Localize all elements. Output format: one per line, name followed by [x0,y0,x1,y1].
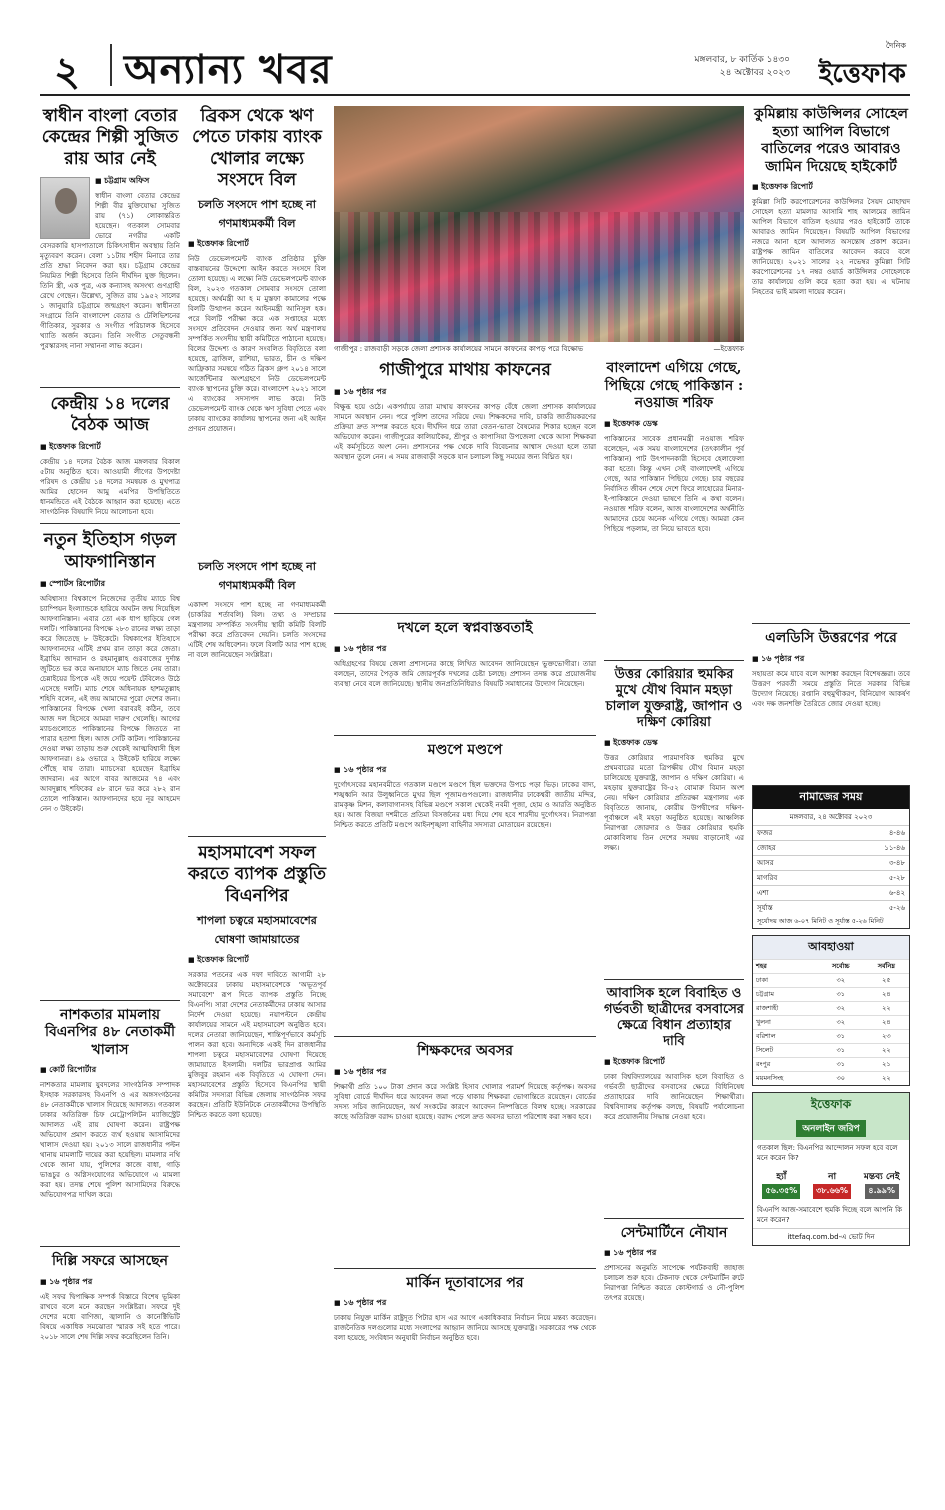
weather-cell: ২৪ [864,1015,909,1029]
byline: ■ ইত্তেফাক ডেস্ক [604,418,744,431]
section-title: অন্যান্য খবর [124,46,333,93]
weather-cell: ৩১ [818,1057,864,1071]
article-mandap [334,742,596,1031]
poll-option-value: ৪.৯৯% [865,1184,899,1199]
issue-date [695,54,790,80]
byline: ■ স্পোর্টস রিপোর্টার [40,578,180,591]
weather-cell: ২১ [864,1057,909,1071]
weather-row [753,1001,909,1015]
byline: ■ ১৬ পৃষ্ঠার পর [40,1276,180,1289]
weather-row [753,1043,909,1057]
weather-cell: ৩২ [818,1001,864,1015]
headline: উত্তর কোরিয়ার হুমকির মুখে যৌথ বিমান মহড়া চালাল যুক্তরাষ্ট্র, জাপান ও দক্ষিণ কোরিয়া [605,666,743,731]
byline: ■ ১৬ পৃষ্ঠার পর [334,1297,596,1310]
prayer-time: ৪-৪৬ [830,825,909,840]
column-2 [188,106,326,1510]
weather-cell: ২২ [864,1001,909,1015]
byline: ■ ইত্তেফাক রিপোর্ট [188,954,326,967]
poll-option-label: মন্তব্য নেই [863,1171,900,1182]
prayer-row [753,840,909,855]
prayer-date: মঙ্গলবার, ২৪ অক্টোবর ২০২৩ [789,812,873,821]
headline: ব্রিকস থেকে ঋণ পেতে ঢাকায় ব্যাংক খোলার লক্ষ্যে সংসদে বিল [192,106,322,190]
poll-option [762,1169,800,1199]
poll-option-value: ৫৬.৩৫% [762,1184,800,1199]
article-body: কেন্দ্রীয় ১৪ দলের বৈঠক আজ মঙ্গলবার বিকাল ৫টায় অনুষ্ঠিত হবে। আওয়ামী লীগের উপদেষ্টা পরিষদ ও কেন্দ্রীয় ১৪ দলের সমন্বয়ক ও মুখপাত্র আমির হোসেন আমু এমপির উপস্থিতিতে ধানমন্ডিতে এই বৈঠকে আহ্বান করা হয়েছে। এতে সাংগঠনিক বিষয়াদি নিয়ে আলোচনা হবে। [40,458,180,517]
article-body: বিক্ষুব্ধ হয়ে ওঠে। একপর্যায়ে তারা মাথায় কাফনের কাপড় বেঁধে জেলা প্রশাসক কার্যালয়ের সামনে অবস্থান নেন। পরে পুলিশ তাদের সরিয়ে দেয়। শিক্ষকদের দাবি, চাকরি জাতীয়করণের প্রক্রিয়া দ্রুত সম্পন্ন করতে হবে। দীর্ঘদিন ধরে তারা বেতন-ভাতা বৈষম্যের শিকার হচ্ছেন বলে অভিযোগ করেন। গাজীপুরের কালিয়াকৈর, শ্রীপুর ও কাপাসিয়া উপজেলা থেকে আসা শিক্ষকরা এই কর্মসূচিতে অংশ নেন। প্রশাসনের পক্ষ থেকে দাবি বিবেচনার আশ্বাস দেওয়া হলে তারা অবস্থান তুলে নেন। এ সময় রাজবাড়ী সড়কে যান চলাচল কিছু সময়ের জন্য বিঘ্নিত হয়। [334,403,596,462]
article-body: ঢাকায় নিযুক্ত মার্কিন রাষ্ট্রদূত পিটার হাস এর আগে একাধিকবার নির্বাচন নিয়ে মন্তব্য করেছেন। রাজনৈতিক দলগুলোর মধ্যে সংলাপের আহ্বান জানিয়ে আসছে যুক্তরাষ্ট্র। সরকারের পক্ষ থেকে বলা হয়েছে, সংবিধান অনুযায়ী নির্বাচন অনুষ্ঠিত হবে। [334,1314,596,1343]
byline: ■ ইত্তেফাক রিপোর্ট [752,181,910,194]
prayer-name: ফজর [753,825,830,840]
poll-header [753,1093,909,1140]
page-number: ২ [54,48,81,95]
middle-left [334,360,596,1373]
prayer-name: মাগরিব [753,870,830,885]
prayer-name: সূর্যাস্ত [753,900,830,915]
weather-cell: ৩২ [818,973,864,987]
byline: ■ ইত্তেফাক রিপোর্ট [604,1056,744,1069]
prayer-title: নামাজের সময় [753,786,909,809]
subheadline: শাপলা চত্বরে মহাসমাবেশের ঘোষণা জামায়াতের [197,913,317,946]
article-body: কুমিল্লা সিটি করপোরেশনের কাউন্সিলর সৈয়দ মোহাম্মদ সোহেল হত্যা মামলার আসামি শাহ আলমের জামিন আপিল বিভাগে বাতিল হওয়ার পরও হাইকোর্ট তাকে আবারও জামিন দিয়েছেন। বিষয়টি আপিল বিভাগের নজরে আনা হলে আদালত অসন্তোষ প্রকাশ করেন। রাষ্ট্রপক্ষ জামিন বাতিলের আবেদন করবে বলে জানিয়েছে। ২০২১ সালের ২২ নভেম্বর কুমিল্লা সিটি করপোরেশনের ১৭ নম্বর ওয়ার্ড কাউন্সিলর সোহেলকে তার কার্যালয়ে গুলি করে হত্যা করা হয়। এ ঘটনায় নিহতের ভাই মামলা দায়ের করেন। [752,198,910,296]
poll-title: অনলাইন জরিপ [796,1120,865,1137]
weather-box [752,935,910,1086]
weather-title: আবহাওয়া [753,936,909,959]
article-body: ঢাকা বিশ্ববিদ্যালয়ের আবাসিক হলে বিবাহিত ও গর্ভবতী ছাত্রীদের বসবাসের ক্ষেত্রে বিধিনিষেধ প্রত্যাহারের দাবি জানিয়েছেন শিক্ষার্থীরা। বিশ্ববিদ্যালয় কর্তৃপক্ষ বলছে, বিষয়টি পর্যালোচনা করে প্রয়োজনীয় সিদ্ধান্ত নেওয়া হবে। [604,1072,744,1121]
prayer-name: এশা [753,885,830,900]
article-saint-martin [604,1225,744,1354]
article-afghanistan [40,530,180,994]
article-body: সরকার পতনের এক দফা দাবিতে আগামী ২৮ অক্টোবরের ঢাকায় মহাসমাবেশকে 'অভূতপূর্ব সমাবেশে' রূপ দিতে ব্যাপক প্রস্তুতি নিচ্ছে বিএনপি। সারা দেশের নেতাকর্মীদের ঢাকায় আসার নির্দেশ দেওয়া হয়েছে। নয়াপল্টনে কেন্দ্রীয় কার্যালয়ের সামনে এই মহাসমাবেশ অনুষ্ঠিত হবে। দলের নেতারা জানিয়েছেন, শান্তিপূর্ণভাবে কর্মসূচি পালন করা হবে। অন্যদিকে একই দিন রাজধানীর শাপলা চত্বরে মহাসমাবেশের ঘোষণা দিয়েছে জামায়াতে ইসলামী। দলটির ভারপ্রাপ্ত আমির মুজিবুর রহমান এক বিবৃতিতে এ ঘোষণা দেন। মহাসমাবেশের প্রস্তুতি হিসেবে বিএনপির স্থায়ী কমিটির সদস্যরা বিভিন্ন জেলায় সাংগঠনিক সফর করছেন। প্রতিটি ইউনিটকে নেতাকর্মীদের উপস্থিতি নিশ্চিত করতে বলা হয়েছে। [188,970,326,1119]
article-korea-drill [604,667,744,973]
byline: ■ ১৬ পৃষ্ঠার পর [334,764,596,777]
masthead-divider [110,44,112,86]
masthead [40,34,910,96]
prayer-time: ৫-২৮ [830,870,909,885]
article-body: অধিগ্রহণের বিষয়ে জেলা প্রশাসনের কাছে লিখিত আবেদন জানিয়েছেন ভুক্তভোগীরা। তারা বলছেন, তাদের পৈতৃক জমি জোরপূর্বক দখলের চেষ্টা চলছে। প্রশাসন তদন্ত করে প্রয়োজনীয় ব্যবস্থা নেবে বলে জানিয়েছে। স্থানীয় জনপ্রতিনিধিরাও বিষয়টি সমাধানের উদ্যোগ নিয়েছেন। [334,659,596,688]
byline: ■ ইত্তেফাক রিপোর্ট [40,441,180,454]
subheadline: চলতি সংসদে পাশ হচ্ছে না গণমাধ্যমকর্মী বিল [198,198,316,230]
weather-cell: ৩০ [818,1071,864,1085]
article-body: সহায়তা কমে যাবে বলে আশঙ্কা করছেন বিশেষজ্ঞরা। তবে উত্তরণ পরবর্তী সময়ে প্রস্তুতি নিতে সরকার বিভিন্ন উদ্যোগ নিয়েছে। রপ্তানি বহুমুখীকরণ, বিনিয়োগ আকর্ষণ এবং দক্ষ জনশক্তি তৈরিতে জোর দেওয়া হচ্ছে। [752,669,910,708]
logo-name: ইত্তেফাক [818,59,906,89]
inline-subhead: চলতি সংসদে পাশ হচ্ছে না গণমাধ্যমকর্মী বিল [198,560,316,592]
headline: বাংলাদেশ এগিয়ে গেছে, পিছিয়ে গেছে পাকিস্তান : নওয়াজ শরিফ [604,360,744,411]
article-land [334,620,596,729]
weather-row [753,987,909,1001]
online-poll-box [752,1092,910,1246]
lead-photo [334,106,744,342]
poll-option [813,1169,851,1199]
byline: ■ ইত্তেফাক ডেস্ক [604,737,744,750]
prayer-row [753,870,909,885]
weather-row [753,1015,909,1029]
weather-cell: রংপুর [753,1057,818,1071]
poll-option [864,1169,900,1199]
weather-row [753,1057,909,1071]
article-gazipur [334,360,596,607]
prayer-time: ৫-২৬ [830,900,909,915]
weather-header: শহর [753,959,818,973]
weather-cell: চট্টগ্রাম [753,987,818,1001]
byline: ■ ১৬ পৃষ্ঠার পর [604,1247,744,1260]
weather-cell: ২২ [864,1043,909,1057]
headline: নতুন ইতিহাস গড়ল আফগানিস্তান [43,530,177,572]
weather-cell: ২২ [864,1071,909,1085]
weather-header: সর্বনিম্ন [864,959,909,973]
weather-row [753,1071,909,1085]
article-bnp-rally [188,843,326,1510]
headline: কেন্দ্রীয় ১৪ দলের বৈঠক আজ [50,393,170,435]
weather-cell: ৩১ [818,1043,864,1057]
weather-cell: বরিশাল [753,1029,818,1043]
prayer-name: আসর [753,855,830,870]
poll-brand: ইত্তেফাক [810,1096,852,1111]
byline: ■ ১৬ পৃষ্ঠার পর [334,643,596,656]
article-14-party [40,394,180,518]
article-sujit-roy [40,106,180,381]
headline: মণ্ডপে মণ্ডপে [427,741,503,758]
article-delhi-visit [40,1253,180,1372]
article-body: পাকিস্তানের সাবেক প্রধানমন্ত্রী নওয়াজ শরিফ বলেছেন, এক সময় বাংলাদেশের (তৎকালীন পূর্ব পাকিস্তান) পাট উৎপাদনকারী হিসেবে হেলাফেলা করা হতো। কিন্তু এখন সেই বাংলাদেশই এগিয়ে গেছে, আর পাকিস্তান পিছিয়ে গেছে। চার বছরের নির্বাসিত জীবন শেষে দেশে ফিরে লাহোরের মিনার-ই-পাকিস্তানে দেওয়া ভাষণে তিনি এ কথা বলেন। নওয়াজ শরিফ বলেন, আজ বাংলাদেশের অর্থনীতি আমাদের চেয়ে অনেক এগিয়ে গেছে। আমরা কেন পিছিয়ে পড়লাম, তা নিয়ে ভাবতে হবে। [604,434,744,533]
middle-right [604,360,744,1373]
middle-grid [334,360,744,1373]
headline: আবাসিক হলে বিবাহিত ও গর্ভবতী ছাত্রীদের বসবাসের ক্ষেত্রে বিধান প্রত্যাহার দাবি [604,985,744,1050]
weather-row [753,973,909,987]
article-comilla-murder [752,106,910,617]
prayer-times-box [752,785,910,929]
photo-caption-row [334,344,744,354]
column-1 [40,106,180,1372]
prayer-name: জোহর [753,840,830,855]
weather-cell: ঢাকা [753,973,818,987]
article-body: নিউ ডেভেলপমেন্ট ব্যাংক প্রতিষ্ঠার চুক্তি বাস্তবায়নের উদ্দেশ্যে আইন করতে সংসদে বিল তোলা হয়েছে। এ লক্ষ্যে নিউ ডেভেলপমেন্ট ব্যাংক বিল, ২০২৩ গতকাল সোমবার সংসদে তোলা হয়েছে। অর্থমন্ত্রী আ হ ম মুস্তফা কামালের পক্ষে বিলটি উত্থাপন করেন আইনমন্ত্রী আনিসুল হক। পরে বিলটি পরীক্ষা করে এক সপ্তাহের মধ্যে সংসদে প্রতিবেদন দেওয়ার জন্য অর্থ মন্ত্রণালয় সম্পর্কিত সংসদীয় স্থায়ী কমিটিতে পাঠানো হয়েছে। বিলের উদ্দেশ্য ও কারণ সংবলিত বিবৃতিতে বলা হয়েছে, ব্রাজিল, রাশিয়া, ভারত, চীন ও দক্ষিণ আফ্রিকার সমন্বয়ে গঠিত ব্রিকস গ্রুপ ২০১৪ সালে আর্জেন্টিনার অংশগ্রহণে নিউ ডেভেলপমেন্ট ব্যাংক স্থাপনের চুক্তি করে। বাংলাদেশ ২০২১ সালে এ ব্যাংকের সদস্যপদ লাভ করে। নিউ ডেভেলপমেন্ট ব্যাংক থেকে ঋণ সুবিধা পেতে এবং ঢাকায় ব্যাংকের কার্যালয় স্থাপনের জন্য এই আইন প্রণয়ন প্রয়োজন। [188,255,326,433]
portrait-photo [40,177,90,239]
byline: ■ চট্টগ্রাম অফিস [40,175,180,188]
weather-cell: ২৩ [864,1029,909,1043]
article-nawaz-sharif [604,360,744,654]
byline: ■ ১৬ পৃষ্ঠার পর [752,653,910,666]
newspaper-logo [798,40,906,97]
headline: কুমিল্লায় কাউন্সিলর সোহেল হত্যা আপিল বিভাগে বাতিলের পরেও আবারও জামিন দিয়েছে হাইকোর্ট [754,106,908,175]
prayer-note: সূর্যোদয় আজ ৬-০৭ মিনিট ও সূর্যাস্ত ৫-২৬ মিনিট [757,916,884,925]
weather-cell: খুলনা [753,1015,818,1029]
article-bnp-acquittal [40,1007,180,1241]
article-body: উত্তর কোরিয়ার পারমাণবিক হুমকির মুখে প্রথমবারের মতো ত্রিপক্ষীয় যৌথ বিমান মহড়া চালিয়েছে যুক্তরাষ্ট্র, জাপান ও দক্ষিণ কোরিয়া। এ মহড়ায় যুক্তরাষ্ট্রের বি-৫২ বোমারু বিমান অংশ নেয়। দক্ষিণ কোরিয়ার প্রতিরক্ষা মন্ত্রণালয় এক বিবৃতিতে জানায়, কোরীয় উপদ্বীপের দক্ষিণ-পূর্বাঞ্চলে এই মহড়া অনুষ্ঠিত হয়েছে। আঞ্চলিক নিরাপত্তা জোরদার ও উত্তর কোরিয়ার হুমকি মোকাবিলায় তিন দেশের সমন্বয় বাড়ানোই এর লক্ষ্য। [604,753,744,852]
weather-table [753,959,909,1085]
weather-cell: ২৪ [864,987,909,1001]
article-body: দুর্গোৎসবের মহানবমীতে গতকাল মণ্ডপে মণ্ডপে ছিল ভক্তদের উপচে পড়া ভিড়। ঢাকের বাদ্য, শঙ্খধ্বনি আর উলুধ্বনিতে মুখর ছিল পূজামণ্ডপগুলো। রাজধানীর ঢাকেশ্বরী জাতীয় মন্দির, রামকৃষ্ণ মিশন, কলাবাগানসহ বিভিন্ন মণ্ডপে সকাল থেকেই নবমী পূজা, হোম ও আরতি অনুষ্ঠিত হয়। আজ বিজয়া দশমীতে প্রতিমা বিসর্জনের মধ্য দিয়ে শেষ হবে শারদীয় দুর্গোৎসব। নিরাপত্তা নিশ্চিত করতে প্রতিটি মণ্ডপে আইনশৃঙ্খলা বাহিনীর সদস্যরা মোতায়েন রয়েছেন। [334,781,596,830]
article-brics-bank [188,106,326,830]
byline: ■ কোর্ট রিপোর্টার [40,1064,180,1077]
headline: মহাসমাবেশ সফল করতে ব্যাপক প্রস্তুতি বিএনপির [188,843,326,906]
poll-question: বিএনপি আজ-সমাবেশে হুমকি দিচ্ছে বলে আপনি কি মনে করেন? [757,1205,902,1224]
weather-cell: ৩২ [818,1015,864,1029]
article-hall-rules [604,986,744,1212]
prayer-time: ৩-৪৮ [830,855,909,870]
byline: ■ ১৬ পৃষ্ঠার পর [334,1066,596,1079]
date-english: ২৪ অক্টোবর ২০২৩ [719,68,790,78]
headline: এলডিসি উত্তরণের পরে [765,630,897,646]
article-ldc [752,630,910,779]
column-5 [752,106,910,1246]
weather-cell: সিলেট [753,1043,818,1057]
article-body: অবিশ্বাস্য! বিশ্বকাপে নিজেদের তৃতীয় ম্যাচে বিশ্ব চ্যাম্পিয়ন ইংল্যান্ডকে হারিয়ে অঘটন জন্ম দিয়েছিল আফগানিস্তান। এবার তো এক ধাপ ছাড়িয়ে গেল দলটি। পাকিস্তানের বিপক্ষে ২৮৩ রানের লক্ষ্য তাড়া করে জিতেছে ৮ উইকেটে। বিশ্বকাপের ইতিহাসে আফগানদের এটিই প্রথম রান তাড়া করে জেতা। ইব্রাহিম জাদরান ও রহমানুল্লাহ গুরবাজের দুর্দান্ত জুটিতে ভর করে অনায়াসে ম্যাচ জিতে নেয় তারা। চেন্নাইয়ের চিপকে এই জয়ে পয়েন্ট টেবিলেও উঠে এসেছে দলটি। ম্যাচ শেষে অধিনায়ক হাশমতুল্লাহ শহিদি বলেন, এই জয় আমাদের পুরো দেশের জন্য। পাকিস্তানের বিপক্ষে খেলা বরাবরই কঠিন, তবে আজ দল হিসেবে আমরা দারুণ খেলেছি। আগের ম্যাচগুলোতে পাকিস্তানের বিপক্ষে জিততে না পারার হতাশা ছিল। আজ সেটি কাটল। পাকিস্তানের দেওয়া লক্ষ্য তাড়ায় শুরু থেকেই আত্মবিশ্বাসী ছিল আফগানরা। ৪৯ ওভারে ২ উইকেট হারিয়ে লক্ষ্যে পৌঁছে যায় তারা। ম্যাচসেরা হয়েছেন ইব্রাহিম জাদরান। এর আগে বাবর আজমের ৭৪ এবং আবদুল্লাহ শফিকের ৫৮ রানে ভর করে ২৮২ রান তোলে পাকিস্তান। আফগানদের হয়ে নূর আহমেদ নেন ৩ উইকেট। [40,594,180,813]
prayer-table [753,825,909,915]
weather-cell: ময়মনসিংহ [753,1071,818,1085]
article-teachers-retirement [334,1043,596,1262]
headline: দিল্লি সফরে আসছেন [52,1253,168,1270]
poll-option-label: হ্যাঁ [776,1171,787,1182]
weather-cell: ৩১ [818,987,864,1001]
logo-prefix: দৈনিক [885,41,906,50]
prayer-time: ৬-৪২ [830,885,909,900]
poll-link[interactable]: ittefaq.com.bd-এ ভোট দিন [753,1228,909,1245]
middle-section [334,106,744,1373]
article-us-embassy [334,1275,596,1374]
byline: ■ ইত্তেফাক রিপোর্ট [188,238,326,251]
poll-option-value: ৩৮.৬৬% [813,1184,851,1199]
article-body: নাশকতার মামলায় যুবদলের সাংগঠনিক সম্পাদক ইসহাক সরকারসহ বিএনপি ও এর অঙ্গসংগঠনের ৪৮ নেতাকর্মীকে খালাস দিয়েছে আদালত। গতকাল ঢাকার অতিরিক্ত চিফ মেট্রোপলিটন ম্যাজিস্ট্রেট আদালত এই রায় ঘোষণা করেন। রাষ্ট্রপক্ষ অভিযোগ প্রমাণ করতে ব্যর্থ হওয়ায় আসামিদের খালাস দেওয়া হয়। ২০১৩ সালে রাজধানীর পল্টন থানায় মামলাটি দায়ের করা হয়েছিল। মামলার নথি থেকে জানা যায়, পুলিশের কাজে বাধা, গাড়ি ভাঙচুর ও অগ্নিসংযোগের অভিযোগে এ মামলা করা হয়। তদন্ত শেষে পুলিশ আসামিদের বিরুদ্ধে অভিযোগপত্র দাখিল করে। [40,1081,181,1200]
weather-row [753,1029,909,1043]
photo-caption: গাজীপুর : রাজবাড়ী সড়কে জেলা প্রশাসক কার্যালয়ের সামনে কাফনের কাপড় পরে বিক্ষোভ [334,345,584,353]
weather-cell: রাজশাহী [753,1001,818,1015]
prayer-row [753,900,909,915]
weather-cell: ২৫ [864,973,909,987]
byline: ■ ১৬ পৃষ্ঠার পর [334,386,596,399]
prayer-row [753,885,909,900]
article-body-2: একাদশ সংসদে পাশ হচ্ছে না গণমাধ্যমকর্মী (চাকরির শর্তাবলি) বিল। তথ্য ও সম্প্রচার মন্ত্রণালয় সম্পর্কিত সংসদীয় স্থায়ী কমিটি বিলটি পরীক্ষা করে প্রতিবেদন দেয়নি। চলতি সংসদের এটিই শেষ অধিবেশন। ফলে বিলটি আর পাশ হচ্ছে না বলে জানিয়েছেন সংশ্লিষ্টরা। [188,601,326,659]
article-body: এই সফর দ্বিপাক্ষিক সম্পর্ক বিস্তারে বিশেষ ভূমিকা রাখবে বলে মনে করছেন সংশ্লিষ্টরা। সফরে দুই দেশের মধ্যে বাণিজ্য, জ্বালানি ও কানেক্টিভিটি বিষয়ে একাধিক সমঝোতা স্মারক সই হতে পারে। ২০১৮ সালে শেষ দিল্লি সফর করেছিলেন তিনি। [40,1292,180,1341]
headline: স্বাধীন বাংলা বেতার কেন্দ্রের শিল্পী সুজিত রায় আর নেই [41,106,179,169]
headline: নাশকতার মামলায় বিএনপির ৪৮ নেতাকর্মী খালাস [44,1006,176,1058]
article-body: প্রশাসনের অনুমতি সাপেক্ষে পর্যটকবাহী জাহাজ চলাচল শুরু হবে। টেকনাফ থেকে সেন্টমার্টিন রুটে নিরাপত্তা নিশ্চিত করতে কোস্টগার্ড ও নৌ-পুলিশ তৎপর রয়েছে। [604,1264,744,1302]
headline: মার্কিন দূতাবাসের পর [406,1274,524,1291]
headline: শিক্ষকদের অবসর [417,1043,513,1060]
prayer-row [753,825,909,840]
article-body: শিক্ষার্থী প্রতি ১০০ টাকা প্রদান করে সংশ্লিষ্ট হিসাব খোলার পরামর্শ দিয়েছে কর্তৃপক্ষ। অবসর সুবিধা বোর্ডে দীর্ঘদিন ধরে আবেদন জমা পড়ে থাকায় শিক্ষকরা ভোগান্তিতে রয়েছেন। বোর্ডের সদস্য সচিব জানিয়েছেন, অর্থ সংকটের কারণে আবেদন নিষ্পত্তিতে বিলম্ব হচ্ছে। সরকারের কাছে অতিরিক্ত বরাদ্দ চাওয়া হয়েছে। বরাদ্দ পেলে দ্রুত অবসর ভাতা পরিশোধ করা সম্ভব হবে। [334,1082,596,1121]
article-body: স্বাধীন বাংলা বেতার কেন্দ্রের শিল্পী বীর মুক্তিযোদ্ধা সুজিত রায় (৭১) লোকান্তরিত হয়েছেন। গতকাল সোমবার ভোরে নগরীর একটি বেসরকারি হাসপাতালে চিকিৎসাধীন অবস্থায় তিনি মৃত্যুবরণ করেন। বেলা ১১টায় শহীদ মিনারে তার প্রতি শ্রদ্ধা নিবেদন করা হয়। চট্টগ্রাম কেন্দ্রের নিয়মিত শিল্পী হিসেবে তিনি দীর্ঘদিন যুক্ত ছিলেন। তিনি স্ত্রী, এক পুত্র, এক কন্যাসহ অসংখ্য গুণগ্রাহী রেখে গেছেন। উল্লেখ্য, সুজিত রায় ১৯৫২ সালের ১ জানুয়ারি চট্টগ্রামে জন্মগ্রহণ করেন। স্বাধীনতা সংগ্রামে তিনি বাংলাদেশ বেতার ও টেলিভিশনের গীতিকার, সুরকার ও সংগীত পরিচালক হিসেবে খ্যাতি অর্জন করেন। তিনি সংগীত সেতুবন্ধনী পুরস্কারসহ নানা সম্মাননা লাভ করেন। [40,191,180,350]
photo-credit: —ইত্তেফাক [713,345,744,353]
weather-cell: ৩১ [818,1029,864,1043]
poll-option-label: না [828,1171,837,1182]
headline: গাজীপুরে মাথায় কাফনের [379,360,551,380]
weather-header: সর্বোচ্চ [818,959,864,973]
date-bangla: মঙ্গলবার, ৮ কার্তিক ১৪৩০ [694,55,790,65]
prayer-time: ১১-৪৬ [830,840,909,855]
poll-previous-question: গতকাল ছিল: বিএনপির আন্দোলন সফল হবে বলে মনে করেন কি? [757,1143,898,1162]
prayer-row [753,855,909,870]
headline: দখলে হলে স্বপ্নবাস্তবতাই [397,620,533,637]
poll-results [753,1166,909,1202]
headline: সেন্টমার্টিনে নৌযান [620,1224,728,1241]
